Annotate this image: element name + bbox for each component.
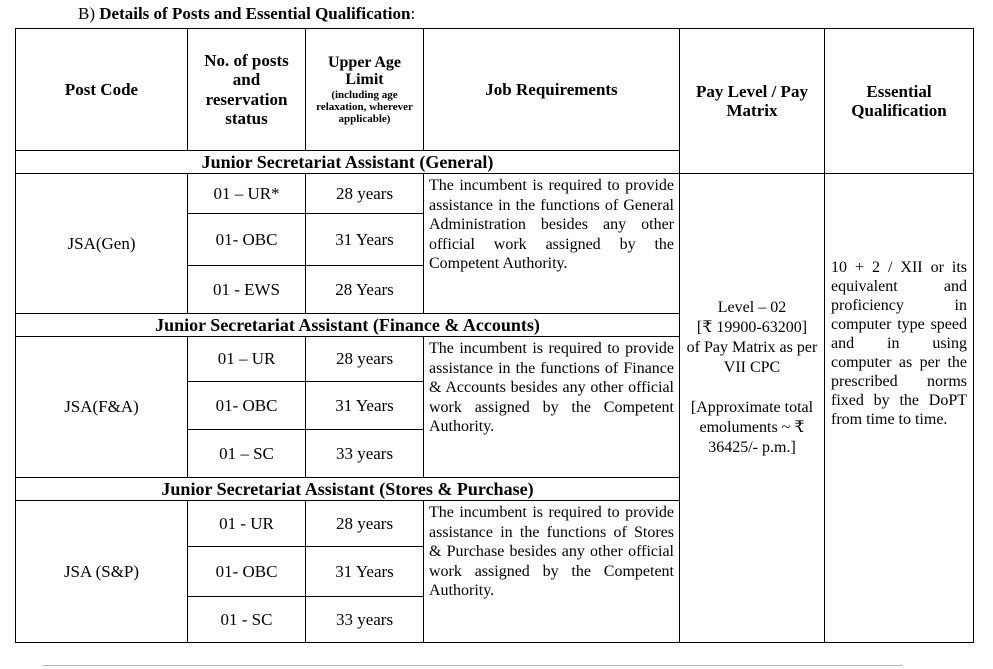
page-divider — [43, 665, 903, 666]
age-cell: 28 years — [306, 501, 424, 547]
posts-cell: 01- OBC — [188, 547, 306, 597]
posts-cell: 01 - UR — [188, 501, 306, 547]
posts-cell: 01 – SC — [188, 430, 306, 478]
posts-cell: 01 - EWS — [188, 266, 306, 314]
job-requirements: The incumbent is required to provide assistance in the functions of Stores & Purchase besides any other official work assigned by the Competent Authority. — [424, 501, 680, 643]
essential-qualification — [825, 174, 974, 643]
section-title: Junior Secretariat Assistant (Finance & Accounts) — [16, 314, 680, 337]
post-code: JSA(Gen) — [16, 174, 188, 314]
pay-matrix: of Pay Matrix as per VII CPC — [686, 339, 818, 376]
age-cell: 31 Years — [306, 382, 424, 430]
pay-approx: [Approximate total emoluments ~ ₹ 36425/- p.m.] — [690, 399, 814, 456]
heading-prefix: B) — [78, 4, 95, 23]
heading-text: Details of Posts and Essential Qualification — [99, 4, 411, 23]
pay-range: [₹ 19900-63200] — [696, 319, 808, 336]
age-cell: 31 Years — [306, 214, 424, 266]
age-cell: 28 years — [306, 174, 424, 214]
job-requirements: The incumbent is required to provide assistance in the functions of General Administration besides any other official work assigned by the Competent Authority. — [424, 174, 680, 314]
age-cell: 33 years — [306, 597, 424, 643]
posts-cell: 01 – UR — [188, 337, 306, 382]
posts-cell: 01 – UR* — [188, 174, 306, 214]
col-qual: Essential Qualification — [825, 29, 974, 174]
age-cell: 28 Years — [306, 266, 424, 314]
pay-level — [680, 174, 825, 643]
posts-cell: 01 - SC — [188, 597, 306, 643]
age-cell: 31 Years — [306, 547, 424, 597]
job-requirements: The incumbent is required to provide assistance in the functions of Finance & Accounts besides any other official work assigned by the Competent Authority. — [424, 337, 680, 478]
qualification-text: 10 + 2 / XII or its equivalent and proficiency in computer type speed and in using computer as per the prescribed norms fixed by the DoPT from time to time. — [831, 258, 967, 428]
header-row — [16, 29, 974, 151]
col-post-code: Post Code — [16, 29, 188, 151]
age-cell: 28 years — [306, 337, 424, 382]
col-age — [306, 29, 424, 151]
heading-suffix: : — [410, 4, 416, 23]
col-age-sub: (including age relaxation, wherever applicable) — [316, 88, 413, 126]
posts-table — [15, 28, 974, 643]
pay-level-value: Level – 02 — [717, 299, 787, 316]
col-job: Job Requirements — [424, 29, 680, 151]
age-cell: 33 years — [306, 430, 424, 478]
section-title: Junior Secretariat Assistant (General) — [16, 151, 680, 174]
post-code: JSA (S&P) — [16, 501, 188, 643]
table-row — [16, 174, 974, 214]
col-posts: No. of posts and reservation status — [188, 29, 306, 151]
col-pay: Pay Level / Pay Matrix — [680, 29, 825, 174]
section-heading — [78, 4, 415, 24]
posts-cell: 01- OBC — [188, 214, 306, 266]
posts-cell: 01- OBC — [188, 382, 306, 430]
post-code: JSA(F&A) — [16, 337, 188, 478]
col-age-main: Upper Age Limit — [327, 53, 402, 89]
section-title: Junior Secretariat Assistant (Stores & Purchase) — [16, 478, 680, 501]
